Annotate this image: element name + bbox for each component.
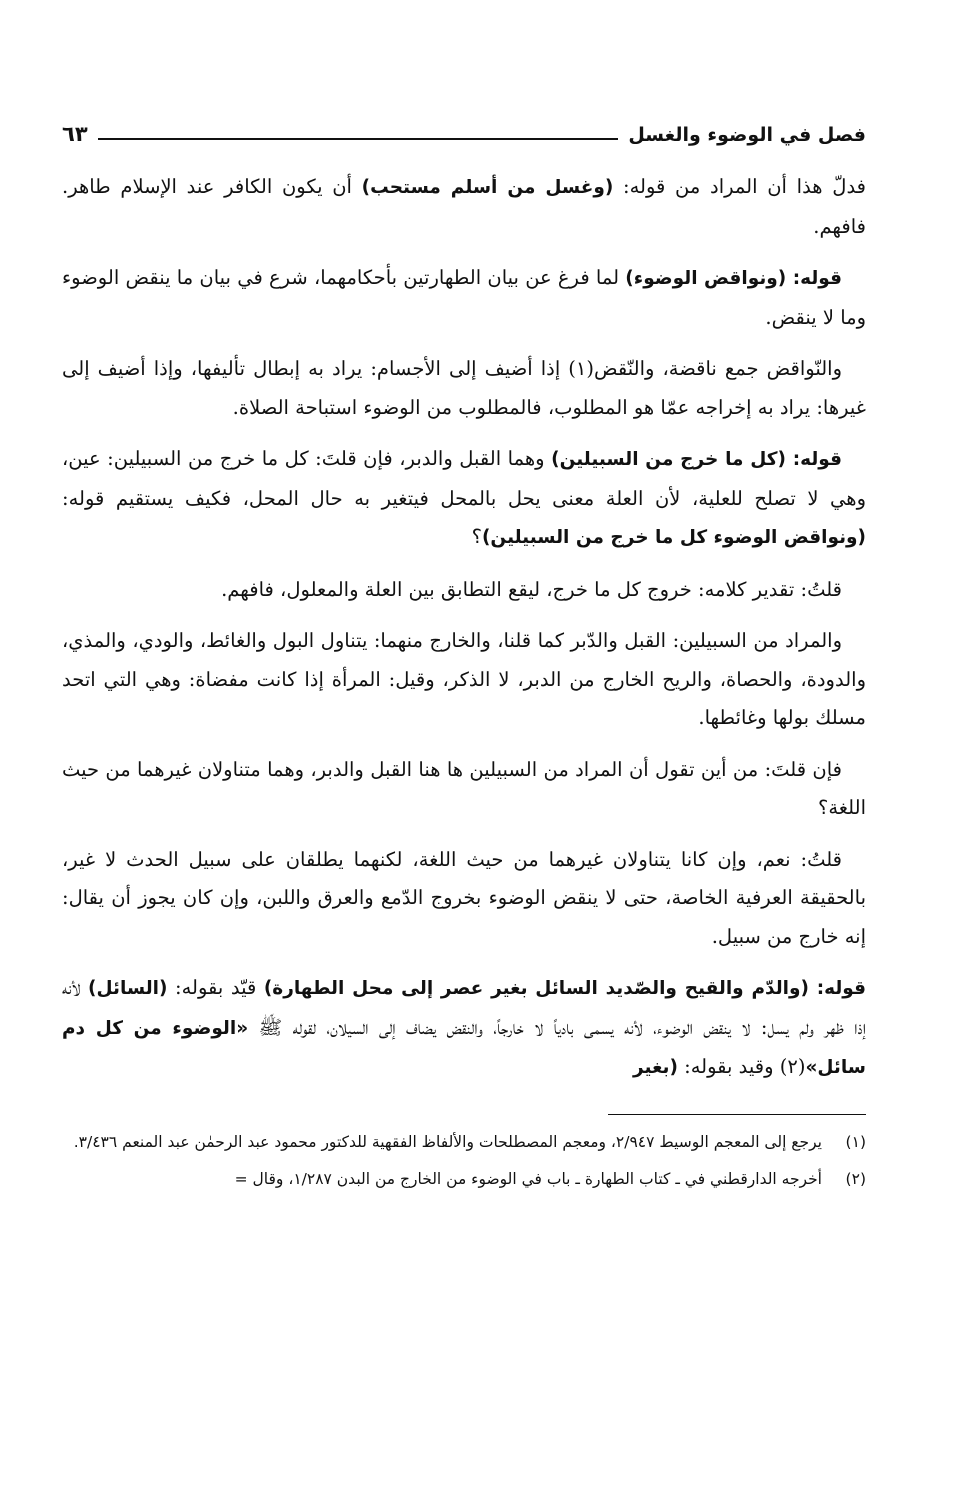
text-run: فدلّ هذا أن المراد من قوله: (613, 175, 867, 198)
bold-text-run: (بغير (633, 1057, 678, 1078)
footnote-separator (608, 1114, 866, 1115)
text-run: قيّد بقوله: (167, 976, 264, 999)
bold-text-run: (ونواقض الوضوء) (625, 268, 787, 289)
text-run: قلتُ: تقدير كلامه: خروج كل ما خرج، ليقع التطابق بين العلة والمعلول، فافهم. (221, 577, 842, 601)
paragraph (62, 571, 866, 610)
bold-text-run: (والدّم والقيح والصّديد السائل بغير عصر إلى محل الطهارة) (263, 978, 809, 999)
footnote (62, 1164, 866, 1195)
text-run: قلتُ: نعم، وإن كانا يتناولان غيرهما من حيث اللغة، لكنهما يطلقان على سبيل الحدث لا غير، بالحقيقة العرفية الخاصة، حتى لا ينقض الوضوء بخروج الدّمع والعرق واللبن، وإن كان يجوز أن يقال: إنه خارج من سبيل. (62, 847, 866, 948)
paragraph (62, 259, 866, 337)
bold-text-run: «الوضوء من كل دم سائل» (62, 1017, 866, 1078)
text-run: (٢) وقيد بقوله: (677, 1055, 806, 1078)
bold-text-run: قوله: (785, 449, 843, 470)
paragraph (62, 969, 866, 1088)
bold-text-run: (السائل) (88, 978, 168, 999)
text-run: لما فرغ عن بيان الطهارتين بأحكامهما، شرع في بيان ما ينقض الوضوء وما لا ينقض. (62, 266, 866, 329)
bold-text-run: قوله: (786, 268, 842, 289)
footnote-text: يرجع إلى المعجم الوسيط ٢/٩٤٧، ومعجم المصطلحات والألفاظ الفقهية للدكتور محمود عبد الرحمٰن عبد المنعم ٣/٤٣٦. (73, 1132, 822, 1151)
book-page (62, 110, 866, 1201)
text-run: فإن قلتَ: من أين تقول أن المراد من السبيلين ها هنا القبل والدبر، وهما متناولان غيرهما من حيث اللغة؟ (62, 757, 866, 819)
text-run: أن يكون الكافر عند الإسلام طاهر. فافهم. (62, 175, 866, 238)
main-text (62, 168, 866, 1088)
footnote (62, 1127, 866, 1158)
header-rule (98, 138, 619, 140)
paragraph (62, 168, 866, 246)
text-run: لأنه إذا ظهر ولم يسل: لا ينقض الوضوء، لأنه يسمى بادياً لا خارجاً، والنقض يضاف إلى السيلان، لقوله ﷺ (62, 976, 866, 1039)
text-run: وهما القبل والدبر، فإن قلتَ: كل ما خرج من السبيلين: عين، وهي لا تصلح للعلية، لأن العلة معنى يحل بالمحل فيتغير به حال المحل، فكيف يستقيم قوله: (62, 447, 866, 510)
footnote-text: أخرجه الدارقطني في ـ كتاب الطهارة ـ باب في الوضوء من الخارج من البدن ١/٢٨٧، وقال = (234, 1169, 822, 1188)
footnotes (62, 1127, 866, 1195)
chapter-title: فصل في الوضوء والغسل (628, 124, 866, 146)
paragraph (62, 841, 866, 957)
paragraph (62, 350, 866, 427)
paragraph (62, 440, 866, 558)
running-header (62, 110, 866, 146)
footnote-number: (٢) (845, 1169, 866, 1188)
paragraph (62, 622, 866, 738)
bold-text-run: (وغسل من أسلم مستحب) (361, 177, 614, 198)
text-run: والنّواقض جمع ناقضة، والنّقض(١) إذا أضيف إلى الأجسام: يراد به إبطال تأليفها، وإذا أضيف إلى غيرها: يراد به إخراجه عمّا هو المطلوب، فالمطلوب من الوضوء استباحة الصلاة. (62, 357, 866, 419)
page-number: ٦٣ (62, 122, 88, 146)
bold-text-run: (ونواقض الوضوء كل ما خرج من السبيلين) (481, 527, 866, 548)
bold-text-run: قوله: (808, 978, 866, 999)
footnote-number: (١) (845, 1132, 866, 1151)
paragraph (62, 751, 866, 828)
bold-text-run: (كل ما خرج من السبيلين) (551, 449, 786, 470)
text-run: ؟ (471, 525, 482, 548)
text-run: والمراد من السبيلين: القبل والدّبر كما قلنا، والخارج منهما: يتناول البول والغائط، والودي، والمذي، والدودة، والحصاة، والريح الخارج من الدبر، لا الذكر، وقيل: المرأة إذا كانت مفضاة: وهي التي اتحد مسلك بولها وغائطها. (62, 629, 866, 729)
